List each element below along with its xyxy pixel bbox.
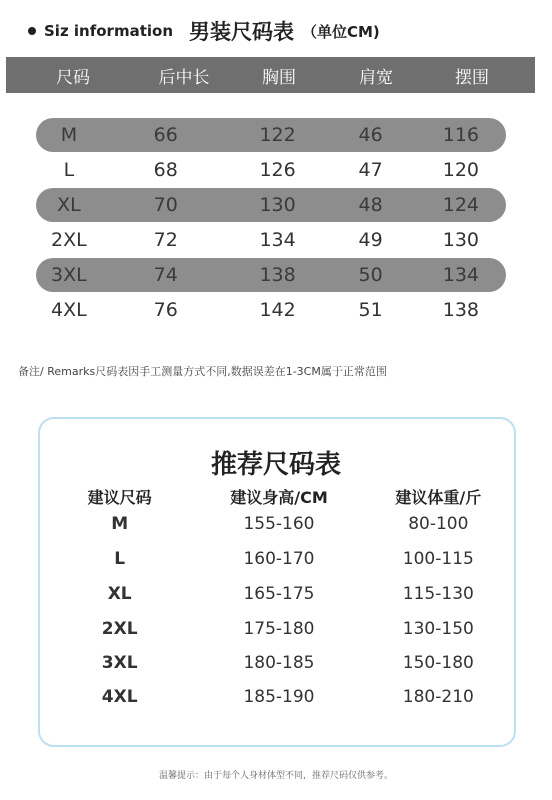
header-rec-height: 建议身高/CM xyxy=(230,488,328,507)
cell-size: 3XL xyxy=(51,264,87,286)
table-row xyxy=(36,118,506,152)
rec-height: 185-190 xyxy=(243,687,315,707)
cell-chest: 126 xyxy=(259,159,296,181)
recommend-row xyxy=(40,514,518,534)
title-chinese: 男装尺码表 xyxy=(189,20,294,44)
recommend-title: 推荐尺码表 xyxy=(210,450,341,480)
rec-size: 2XL xyxy=(101,619,138,639)
title-row xyxy=(28,14,380,48)
recommend-row xyxy=(40,619,518,639)
remark-text: 备注/ Remarks尺码表因手工测量方式不同,数据误差在1-3CM属于正常范围 xyxy=(18,365,387,378)
rec-weight: 150-180 xyxy=(402,653,474,673)
rec-size: 3XL xyxy=(101,653,138,673)
header-rec-weight: 建议体重/斤 xyxy=(395,488,482,507)
cell-hem: 120 xyxy=(442,159,479,181)
cell-size: 2XL xyxy=(51,229,87,251)
cell-back-length: 76 xyxy=(153,299,178,321)
footer-note: 温馨提示：由于每个人身材体型不同，推荐尺码仅供参考。 xyxy=(158,771,393,781)
rec-height: 175-180 xyxy=(243,619,315,639)
rec-weight: 115-130 xyxy=(402,584,474,604)
cell-size: XL xyxy=(57,194,81,216)
cell-shoulder: 46 xyxy=(358,124,383,146)
rec-weight: 80-100 xyxy=(408,514,469,534)
cell-hem: 124 xyxy=(442,194,479,216)
size-table xyxy=(36,118,506,328)
rec-height: 165-175 xyxy=(243,584,315,604)
header-back-length: 后中长 xyxy=(158,67,210,88)
cell-shoulder: 47 xyxy=(358,159,383,181)
bullet-icon xyxy=(28,27,36,35)
recommend-row xyxy=(40,584,518,604)
table-row xyxy=(36,293,506,327)
header-rec-size: 建议尺码 xyxy=(87,488,152,507)
rec-weight: 100-115 xyxy=(402,549,474,569)
cell-chest: 130 xyxy=(259,194,296,216)
cell-shoulder: 50 xyxy=(358,264,383,286)
cell-shoulder: 51 xyxy=(358,299,383,321)
cell-hem: 138 xyxy=(442,299,479,321)
recommend-row xyxy=(40,549,518,569)
cell-chest: 142 xyxy=(259,299,296,321)
table-row xyxy=(36,223,506,257)
cell-size: 4XL xyxy=(51,299,87,321)
rec-height: 160-170 xyxy=(243,549,315,569)
cell-chest: 138 xyxy=(259,264,296,286)
cell-chest: 122 xyxy=(259,124,296,146)
cell-shoulder: 49 xyxy=(358,229,383,251)
rec-size: 4XL xyxy=(101,687,138,707)
header-chest: 胸围 xyxy=(262,67,296,88)
cell-hem: 130 xyxy=(442,229,479,251)
cell-back-length: 68 xyxy=(153,159,178,181)
rec-size: L xyxy=(114,549,126,569)
header-size: 尺码 xyxy=(56,67,90,88)
table-row xyxy=(36,153,506,187)
cell-shoulder: 48 xyxy=(358,194,383,216)
cell-chest: 134 xyxy=(259,229,296,251)
recommend-row xyxy=(40,653,518,673)
table-row xyxy=(36,188,506,222)
cell-back-length: 72 xyxy=(153,229,178,251)
cell-hem: 116 xyxy=(442,124,479,146)
table-row xyxy=(36,258,506,292)
cell-back-length: 66 xyxy=(153,124,178,146)
rec-height: 180-185 xyxy=(243,653,315,673)
recommend-header xyxy=(40,485,518,508)
cell-hem: 134 xyxy=(442,264,479,286)
title-english: Siz information xyxy=(44,22,173,40)
rec-weight: 180-210 xyxy=(402,687,474,707)
rec-size: XL xyxy=(107,584,132,604)
title-unit: （单位CM) xyxy=(302,22,380,41)
rec-weight: 130-150 xyxy=(402,619,474,639)
cell-back-length: 70 xyxy=(153,194,178,216)
rec-height: 155-160 xyxy=(243,514,315,534)
cell-size: L xyxy=(63,159,75,181)
cell-back-length: 74 xyxy=(153,264,178,286)
rec-size: M xyxy=(111,514,129,534)
header-shoulder: 肩宽 xyxy=(359,67,393,88)
size-table-header xyxy=(6,57,535,93)
header-hem: 摆围 xyxy=(455,67,489,88)
recommend-row xyxy=(40,687,518,707)
cell-size: M xyxy=(60,124,78,146)
